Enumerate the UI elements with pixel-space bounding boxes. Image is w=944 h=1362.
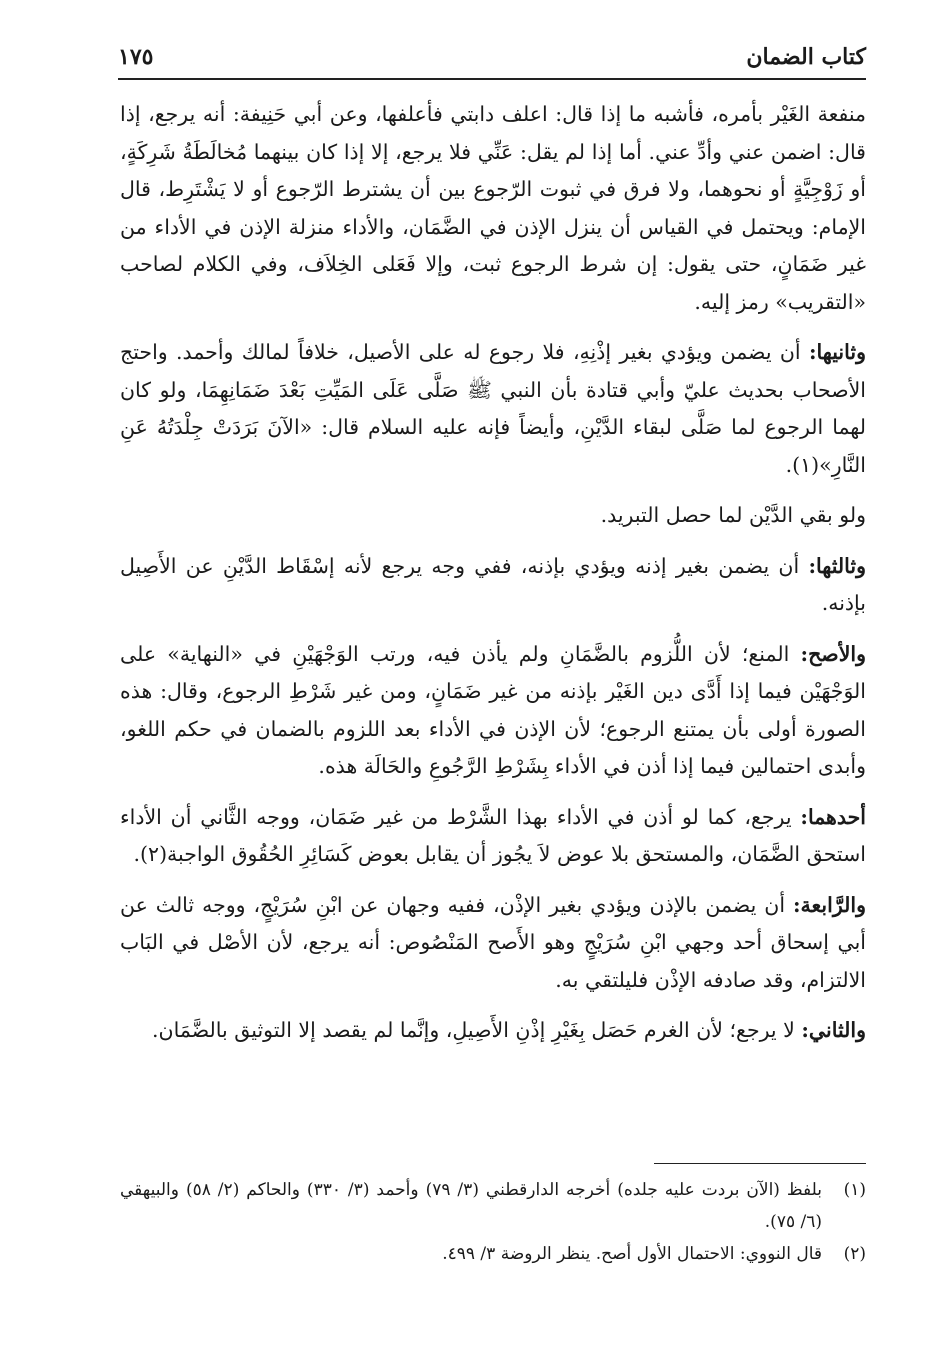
paragraph-1 [120, 96, 866, 321]
paragraph-3 [120, 497, 866, 535]
paragraph-2-text: أن يضمن ويؤدي بغير إذْنِهِ، فلا رجوع له على الأصيل، خلافاً لمالك وأحمد. واحتج الأصحاب بحديث عليّ وأبي قتادة بأن النبي ﷺ صَلَّى عَلَى المَيِّتِ بَعْدَ ضَمَانِهِمَا، ولو كان لهما الرجوع لما صَلَّى لبقاء الدَّيْنِ، وأيضاً فإنه عليه السلام قال: «الآنَ بَرَدَتْ جِلْدَتُهُ عَنِ النَّارِ»(١). [120, 340, 866, 477]
paragraph-5-text: المنع؛ لأن اللُّزوم بالضَّمَانِ ولم يأذن فيه، ورتب الوَجْهَيْنِ في «النهاية» على الوَجْهَيْن فيما إذا أَدَّى دين الغَيْر بإذنه من غير ضَمَانٍ، ومن غير شَرْطِ الرجوع، وقال: هذه الصورة أولى بأن يمتنع الرجوع؛ لأن الإذن في الأداء بعد اللزوم بالضمان في حكم اللغو، وأبدى احتمالين فيما إذا أذن في الأداء بِشَرْطِ الرَّجُوعِ والحَالَة هذه. [120, 641, 866, 778]
paragraph-7-text: أن يضمن بالإذن ويؤدي بغير الإذْن، ففيه وجهان عن ابْنِ سُرَيْجٍ، ووجه ثالث عن أبي إسحاق أحد وجهي ابْنِ سُرَيْجٍ وهو الأَصح المَنْصُوص: أنه يرجع، لأن الأصْل في البَاب الالتزام، وقد صادفه الإذْن فليلتقي به. [120, 892, 866, 992]
paragraph-6-lead: أحدهما: [800, 804, 866, 829]
footnote-2 [120, 1238, 866, 1270]
paragraph-7-lead: والرَّابعة: [792, 892, 866, 917]
page-number: ١٧٥ [118, 44, 154, 70]
running-head: كتاب الضمان [746, 44, 866, 70]
paragraph-7 [120, 887, 866, 1000]
footnote-2-text: قال النووي: الاحتمال الأول أصح. ينظر الروضة ٣/ ٤٩٩. [442, 1244, 822, 1264]
footnote-divider [654, 1163, 866, 1164]
main-text [120, 96, 866, 1063]
paragraph-5-lead: والأصح: [800, 641, 866, 666]
paragraph-8-text: لا يرجع؛ لأن الغرم حَصَل بِغَيْرِ إذْنِ الأَصِيلِ، وإنَّما لم يقصد إلا التوثيق بالضَّمَان. [152, 1018, 802, 1042]
paragraph-6-text: يرجع، كما لو أذن في الأداء بهذا الشَّرْط من غير ضَمَان، ووجه الثَّاني أن الأداء استحق الضَّمَان، والمستحق بلا عوض لاَ يجُوز أن يقابل بعوض كَسَائِرِ الحُقُوق الواجبة(٢). [120, 804, 866, 866]
paragraph-3-text: ولو بقي الدَّيْن لما حصل التبريد. [600, 503, 866, 527]
footnote-2-number: (٢) [843, 1244, 866, 1264]
paragraph-4-lead: وثالثها: [808, 553, 866, 578]
footnotes [120, 1174, 866, 1270]
footnote-1-number: (١) [843, 1180, 866, 1200]
paragraph-2-lead: وثانيها: [808, 340, 866, 364]
paragraph-6 [120, 799, 866, 874]
footnote-1-text: بلفظ (الآن بردت عليه جلده) أخرجه الدارقطني (٣/ ٧٩) وأحمد (٣/ ٣٣٠) والحاكم (٢/ ٥٨) والبيهقي (٦/ ٧٥). [120, 1180, 822, 1232]
paragraph-4-text: أن يضمن بغير إذنه ويؤدي بإذنه، ففي وجه يرجع لأنه إسْقَاط الدَّيْنِ عن الأَصِيل بإذنه. [120, 553, 866, 615]
paragraph-8-lead: والثاني: [801, 1018, 866, 1042]
paragraph-5 [120, 636, 866, 786]
paragraph-4 [120, 548, 866, 623]
page-header [118, 38, 866, 80]
footnote-1 [120, 1174, 866, 1238]
paragraph-8 [120, 1012, 866, 1050]
paragraph-2 [120, 334, 866, 484]
paragraph-1-text: منفعة الغَيْر بأمره، فأشبه ما إذا قال: اعلف دابتي فأعلفها، وعن أبي حَنِيفة: أنه يرجع، إذا قال: اضمن عني وأدِّ عني. أما إذا لم يقل: عَنِّي فلا يرجع، إلا إذا كان بينهما مُخالَطَةُ شَرِكَةٍ، أو زَوْجِيَّةٍ أو نحوهما، ولا فرق في ثبوت الرّجوع بين أن يشترط الرّجوع أو لا يَشْتَرِط، قال الإمام: ويحتمل في القياس أن ينزل الإذن في الضَّمَان، والأداء منزلة الإذن في الأداء من غير ضَمَانٍ، حتى يقول: إن شرط الرجوع ثبت، وإلا فَعَلى الخِلاَف، وفي الكلام لصاحب «التقريب» رمز إليه. [120, 102, 866, 314]
